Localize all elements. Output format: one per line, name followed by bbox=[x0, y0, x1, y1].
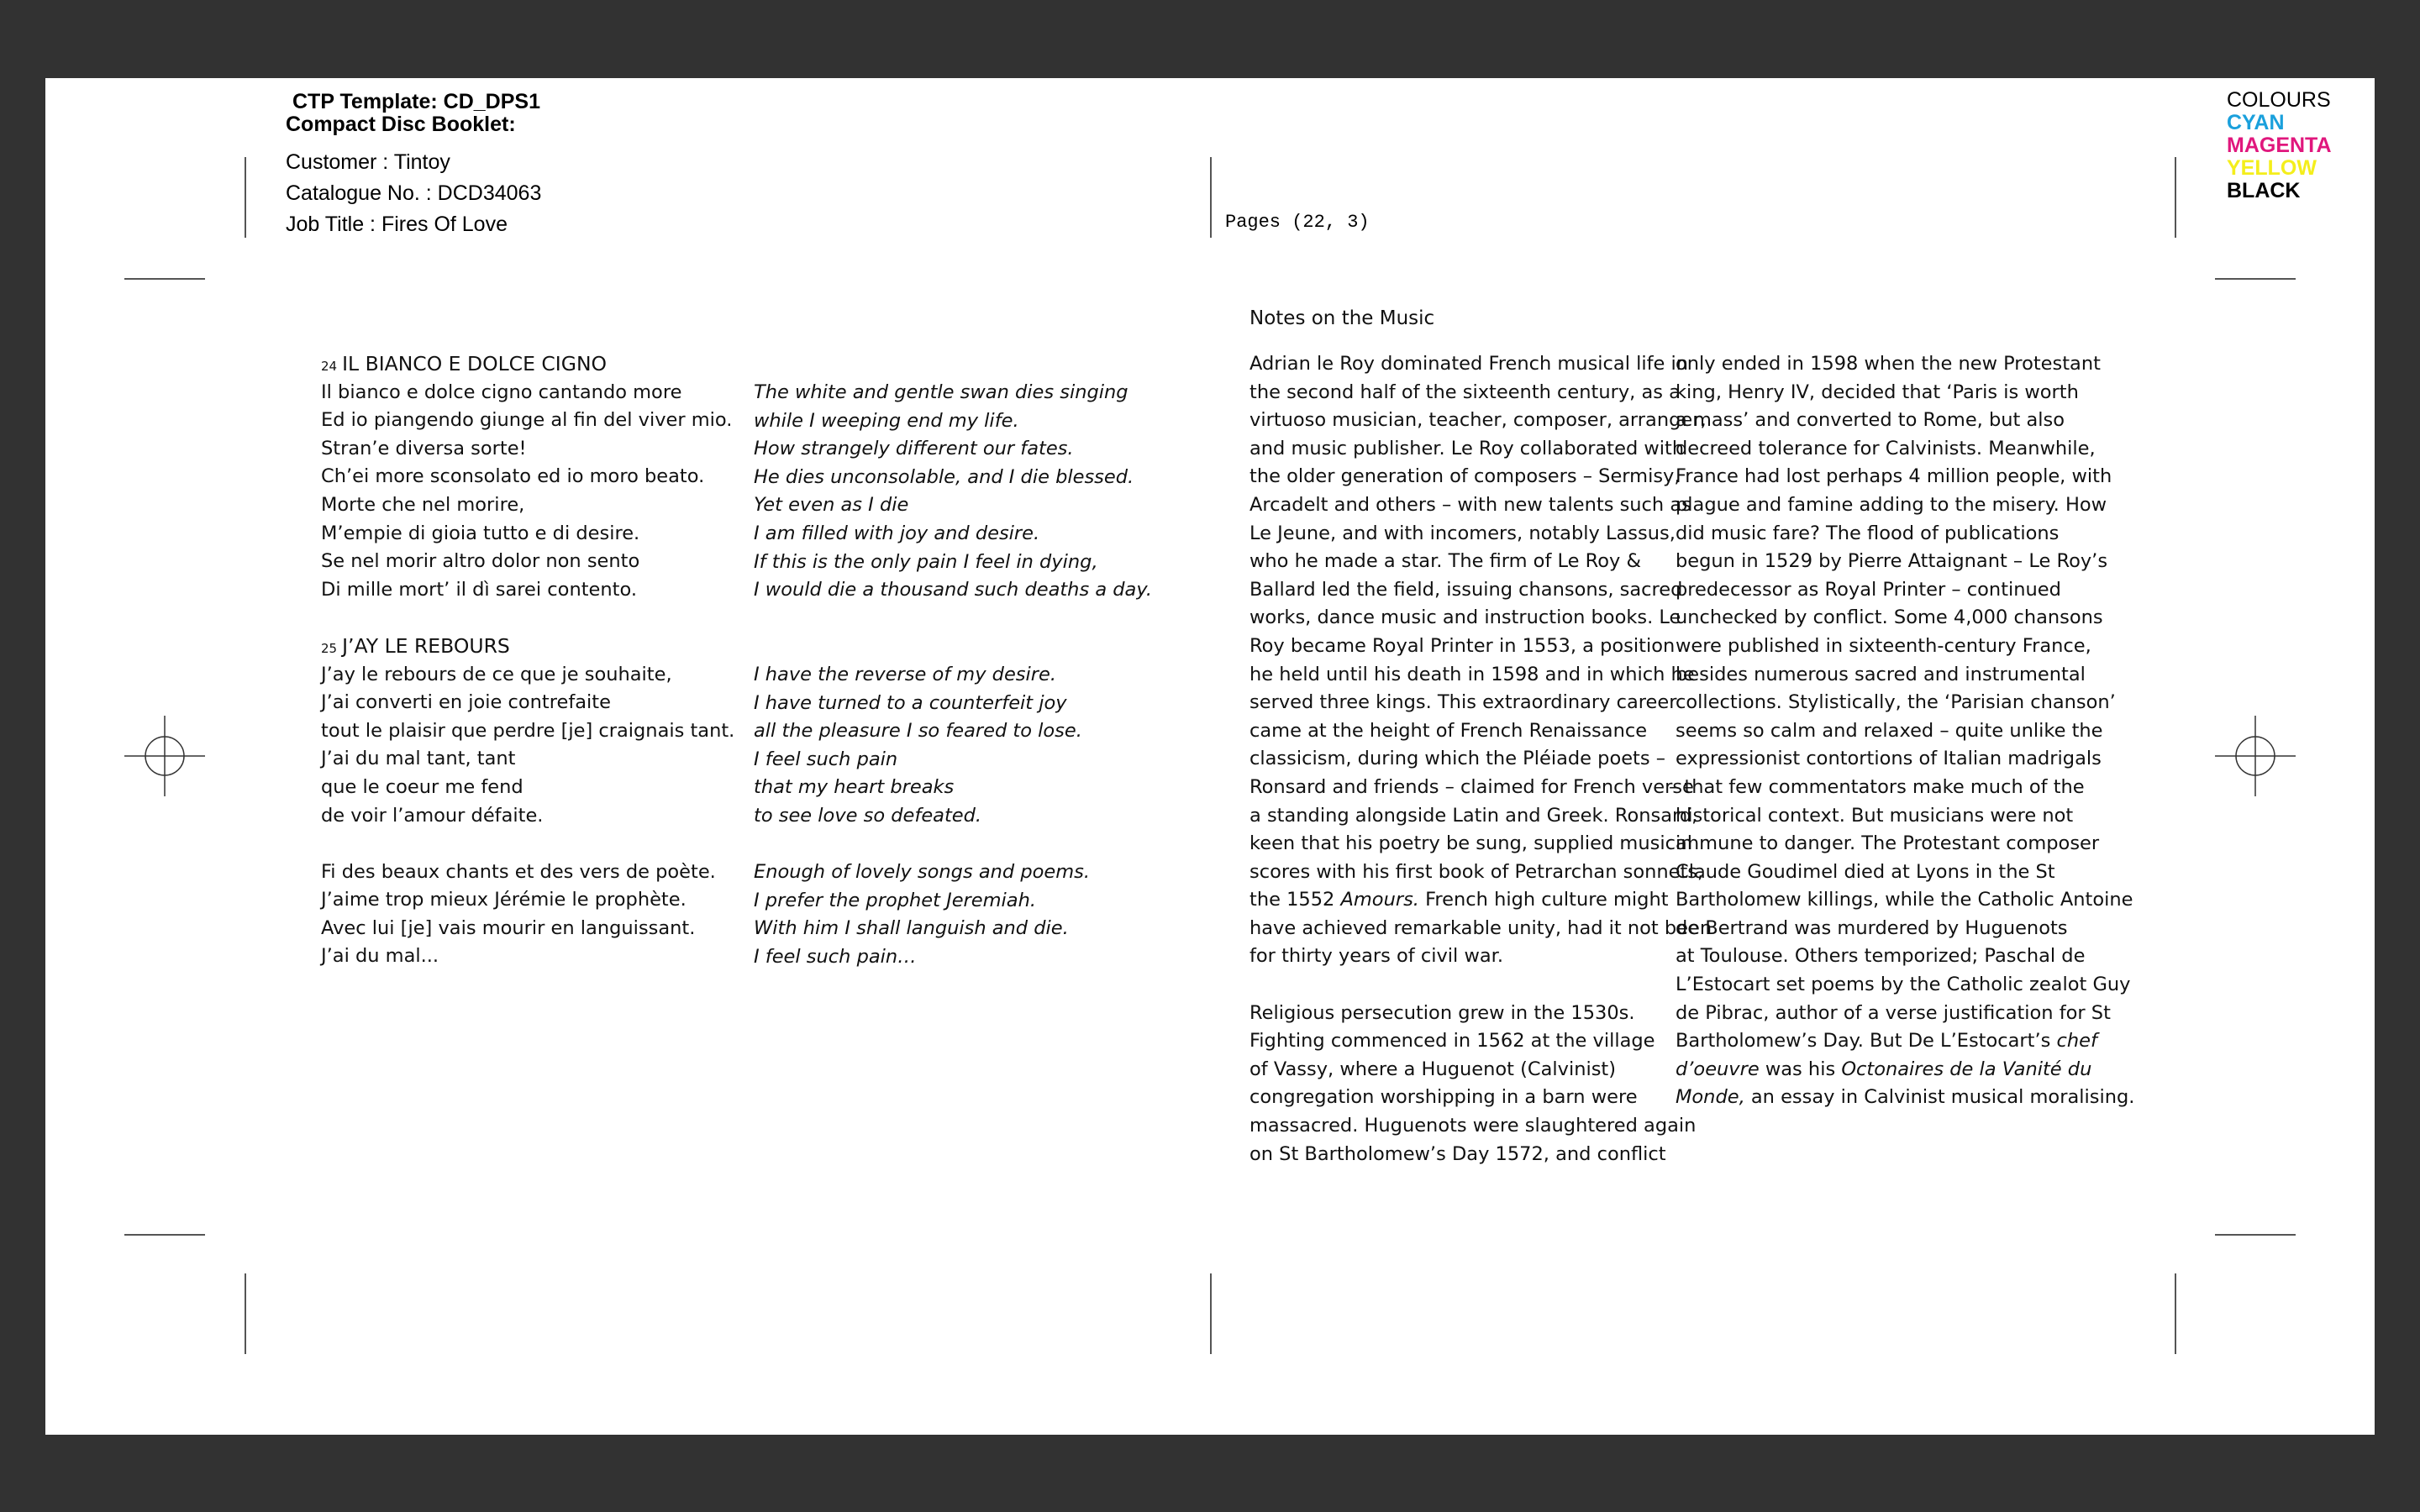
translation-line: I have the reverse of my desire. bbox=[754, 663, 1057, 685]
lyric-line: M’empie di gioia tutto e di desire. bbox=[321, 522, 640, 544]
registration-mark-icon bbox=[124, 716, 205, 796]
notes-line: on St Bartholomew’s Day 1572, and conflict bbox=[1249, 1142, 1666, 1165]
notes-line: Claude Goudimel died at Lyons in the St bbox=[1676, 860, 2055, 883]
notes-line: the 1552 Amours. French high culture might bbox=[1249, 889, 1669, 911]
song-translation-column bbox=[754, 379, 1152, 971]
lyric-line: Avec lui [je] vais mourir en languissant. bbox=[321, 916, 696, 939]
notes-line: works, dance music and instruction books. Le bbox=[1249, 606, 1681, 629]
colour-list bbox=[2227, 112, 2332, 202]
song-lyrics-original bbox=[321, 379, 734, 605]
notes-line: who he made a star. The firm of Le Roy & bbox=[1249, 550, 1642, 573]
notes-line: for thirty years of civil war. bbox=[1249, 945, 1503, 968]
customer-label: Customer : Tintoy bbox=[286, 150, 450, 174]
song-lyrics-translation bbox=[754, 661, 1152, 972]
notes-line: immune to danger. The Protestant composer bbox=[1676, 832, 2100, 855]
translation-line: Enough of lovely songs and poems. bbox=[754, 861, 1091, 884]
lyric-line: Se nel morir altro dolor non sento bbox=[321, 550, 640, 573]
notes-line: expressionist contortions of Italian madrigals bbox=[1676, 748, 2102, 770]
crop-mark bbox=[1210, 157, 1212, 238]
lyric-line: J’aime trop mieux Jérémie le prophète. bbox=[321, 889, 687, 911]
translation-line: With him I shall languish and die. bbox=[754, 917, 1069, 940]
crop-mark bbox=[245, 157, 246, 238]
notes-line: de Bertrand was murdered by Huguenots bbox=[1676, 916, 2068, 939]
translation-line bbox=[754, 831, 1152, 859]
lyric-line: Ch’ei more sconsolato ed io moro beato. bbox=[321, 465, 705, 488]
notes-line: Bartholomew killings, while the Catholic Antoine bbox=[1676, 889, 2133, 911]
translation-line: I would die a thousand such deaths a day. bbox=[754, 579, 1153, 601]
notes-line: and music publisher. Le Roy collaborated with bbox=[1249, 437, 1685, 459]
translation-line: I am filled with joy and desire. bbox=[754, 522, 1040, 544]
translation-line: The white and gentle swan dies singing bbox=[754, 381, 1128, 403]
colour-item: CYAN bbox=[2227, 111, 2285, 134]
notes-line: Roy became Royal Printer in 1553, a position bbox=[1249, 634, 1676, 657]
song-original-column bbox=[321, 350, 734, 971]
notes-line: the older generation of composers – Sermisy, bbox=[1249, 465, 1681, 488]
song-lyrics-translation bbox=[754, 379, 1152, 605]
notes-line: Fighting commenced in 1562 at the village bbox=[1249, 1030, 1655, 1053]
song-number: 24 bbox=[321, 359, 338, 374]
template-label: CTP Template: CD_DPS1 bbox=[292, 90, 540, 113]
notes-line: classicism, during which the Pléiade poets – bbox=[1249, 748, 1665, 770]
notes-line: Arcadelt and others – with new talents such as bbox=[1249, 493, 1691, 516]
product-label: Compact Disc Booklet: bbox=[286, 113, 516, 136]
translation-line: How strangely different our fates. bbox=[754, 438, 1074, 460]
notes-line: Le Jeune, and with incomers, notably Lassus, bbox=[1249, 522, 1676, 544]
song-number: 25 bbox=[321, 640, 338, 656]
colour-item: YELLOW bbox=[2227, 156, 2317, 180]
crop-mark bbox=[1210, 1273, 1212, 1354]
notes-line: collections. Stylistically, the ‘Parisian chanson’ bbox=[1676, 691, 2116, 714]
pages-label: Pages (22, 3) bbox=[1225, 212, 1370, 233]
notes-column-2 bbox=[1669, 350, 2135, 1112]
song-heading bbox=[321, 350, 734, 379]
notes-line: were published in sixteenth-century France, bbox=[1676, 634, 2091, 657]
notes-line: predecessor as Royal Printer – continued bbox=[1676, 578, 2061, 601]
notes-line: L’Estocart set poems by the Catholic zealot Guy bbox=[1676, 974, 2131, 996]
colours-title: COLOURS bbox=[2227, 88, 2331, 112]
notes-line: a standing alongside Latin and Greek. Ronsard, bbox=[1249, 804, 1698, 827]
notes-line: begun in 1529 by Pierre Attaignant – Le Roy’s bbox=[1676, 550, 2108, 573]
lyric-line: Stran’e diversa sorte! bbox=[321, 437, 527, 459]
lyric-line: J’ay le rebours de ce que je souhaite, bbox=[321, 663, 672, 685]
crop-mark bbox=[2215, 278, 2296, 280]
colour-item: BLACK bbox=[2227, 179, 2301, 202]
lyric-line: Ed io piangendo giunge al fin del viver mio. bbox=[321, 409, 733, 432]
crop-mark bbox=[2215, 1234, 2296, 1236]
colour-item: MAGENTA bbox=[2227, 134, 2332, 157]
song-heading bbox=[321, 633, 734, 661]
notes-line: the second half of the sixteenth century, as a bbox=[1249, 381, 1681, 403]
lyric-line: J’ai du mal... bbox=[321, 945, 439, 968]
notes-line: virtuoso musician, teacher, composer, arranger, bbox=[1249, 409, 1707, 432]
lyric-line: J’ai du mal tant, tant bbox=[321, 748, 516, 770]
translation-line: I feel such pain bbox=[754, 748, 898, 770]
notes-line: d’oeuvre was his Octonaires de la Vanité du bbox=[1676, 1058, 2092, 1080]
notes-line: came at the height of French Renaissance bbox=[1249, 719, 1648, 742]
crop-mark bbox=[2175, 157, 2176, 238]
translation-line: I have turned to a counterfeit joy bbox=[754, 691, 1067, 714]
lyric-line: tout le plaisir que perdre [je] craignais tant. bbox=[321, 719, 735, 742]
notes-line: served three kings. This extraordinary career bbox=[1249, 691, 1677, 714]
lyric-line: Fi des beaux chants et des vers de poète. bbox=[321, 860, 716, 883]
registration-mark-icon bbox=[2215, 716, 2296, 796]
notes-line: Monde, an essay in Calvinist musical moralising. bbox=[1676, 1086, 2135, 1109]
translation-line: I prefer the prophet Jeremiah. bbox=[754, 889, 1037, 911]
notes-line: congregation worshipping in a barn were bbox=[1249, 1086, 1638, 1109]
notes-line: scores with his first book of Petrarchan sonnets, bbox=[1249, 860, 1704, 883]
notes-line: did music fare? The flood of publications bbox=[1676, 522, 2060, 544]
notes-line: Ballard led the field, issuing chansons, sacred bbox=[1249, 578, 1683, 601]
translation-line: Yet even as I die bbox=[754, 494, 909, 517]
notes-line: at Toulouse. Others temporized; Paschal de bbox=[1676, 945, 2086, 968]
lyric-line: J’ai converti en joie contrefaite bbox=[321, 691, 611, 714]
translation-line: all the pleasure I so feared to lose. bbox=[754, 720, 1082, 743]
translation-line: He dies unconsolable, and I die blessed. bbox=[754, 465, 1134, 488]
notes-line: a mass’ and converted to Rome, but also bbox=[1676, 409, 2065, 432]
translation-line: I feel such pain… bbox=[754, 945, 917, 968]
notes-line: France had lost perhaps 4 million people, with bbox=[1676, 465, 2112, 488]
notes-line: Bartholomew’s Day. But De L’Estocart’s chef bbox=[1676, 1030, 2097, 1053]
notes-column-1 bbox=[1249, 350, 1712, 1168]
notes-line bbox=[1249, 971, 1712, 1000]
notes-line: king, Henry IV, decided that ‘Paris is worth bbox=[1676, 381, 2079, 403]
notes-line: de Pibrac, author of a verse justification for St bbox=[1676, 1001, 2111, 1024]
crop-mark bbox=[2175, 1273, 2176, 1354]
song-lyrics-original bbox=[321, 661, 734, 972]
lyric-line: que le coeur me fend bbox=[321, 775, 523, 798]
notes-line: massacred. Huguenots were slaughtered again bbox=[1249, 1115, 1697, 1137]
lyric-line: Di mille mort’ il dì sarei contento. bbox=[321, 578, 637, 601]
notes-line: – that few commentators make much of the bbox=[1669, 775, 2085, 798]
translation-line: while I weeping end my life. bbox=[754, 409, 1019, 432]
lyric-line bbox=[321, 830, 734, 858]
notes-line: historical context. But musicians were not bbox=[1676, 804, 2074, 827]
lyric-line: Il bianco e dolce cigno cantando more bbox=[321, 381, 682, 403]
crop-mark bbox=[245, 1273, 246, 1354]
job-title-label: Job Title : Fires Of Love bbox=[286, 213, 508, 236]
notes-line: unchecked by conflict. Some 4,000 chansons bbox=[1676, 606, 2103, 629]
notes-line: of Vassy, where a Huguenot (Calvinist) bbox=[1249, 1058, 1617, 1080]
notes-line: Ronsard and friends – claimed for French verse bbox=[1249, 775, 1694, 798]
notes-line: have achieved remarkable unity, had it not been bbox=[1249, 916, 1712, 939]
notes-line: keen that his poetry be sung, supplied musical bbox=[1249, 832, 1692, 855]
notes-line: only ended in 1598 when the new Protestant bbox=[1676, 353, 2101, 375]
notes-line: decreed tolerance for Calvinists. Meanwhile, bbox=[1676, 437, 2096, 459]
translation-line: that my heart breaks bbox=[754, 776, 955, 799]
lyric-line: Morte che nel morire, bbox=[321, 493, 525, 516]
colours-legend bbox=[2227, 89, 2332, 202]
song-title: J’AY LE REBOURS bbox=[342, 633, 510, 658]
song-title: IL BIANCO E DOLCE CIGNO bbox=[342, 352, 608, 375]
crop-mark bbox=[124, 1234, 205, 1236]
translation-line: If this is the only pain I feel in dying, bbox=[754, 550, 1098, 573]
notes-line: he held until his death in 1598 and in which he bbox=[1249, 663, 1695, 685]
crop-mark bbox=[124, 278, 205, 280]
notes-line: Adrian le Roy dominated French musical life in bbox=[1249, 353, 1689, 375]
catalogue-label: Catalogue No. : DCD34063 bbox=[286, 181, 542, 205]
translation-line: to see love so defeated. bbox=[754, 804, 982, 827]
lyric-line: de voir l’amour défaite. bbox=[321, 804, 544, 827]
notes-heading: Notes on the Music bbox=[1249, 307, 1435, 329]
notes-line: seems so calm and relaxed – quite unlike the bbox=[1676, 719, 2103, 742]
notes-line: plague and famine adding to the misery. How bbox=[1676, 493, 2107, 516]
notes-line: Religious persecution grew in the 1530s. bbox=[1249, 1001, 1635, 1024]
notes-line: besides numerous sacred and instrumental bbox=[1676, 663, 2086, 685]
